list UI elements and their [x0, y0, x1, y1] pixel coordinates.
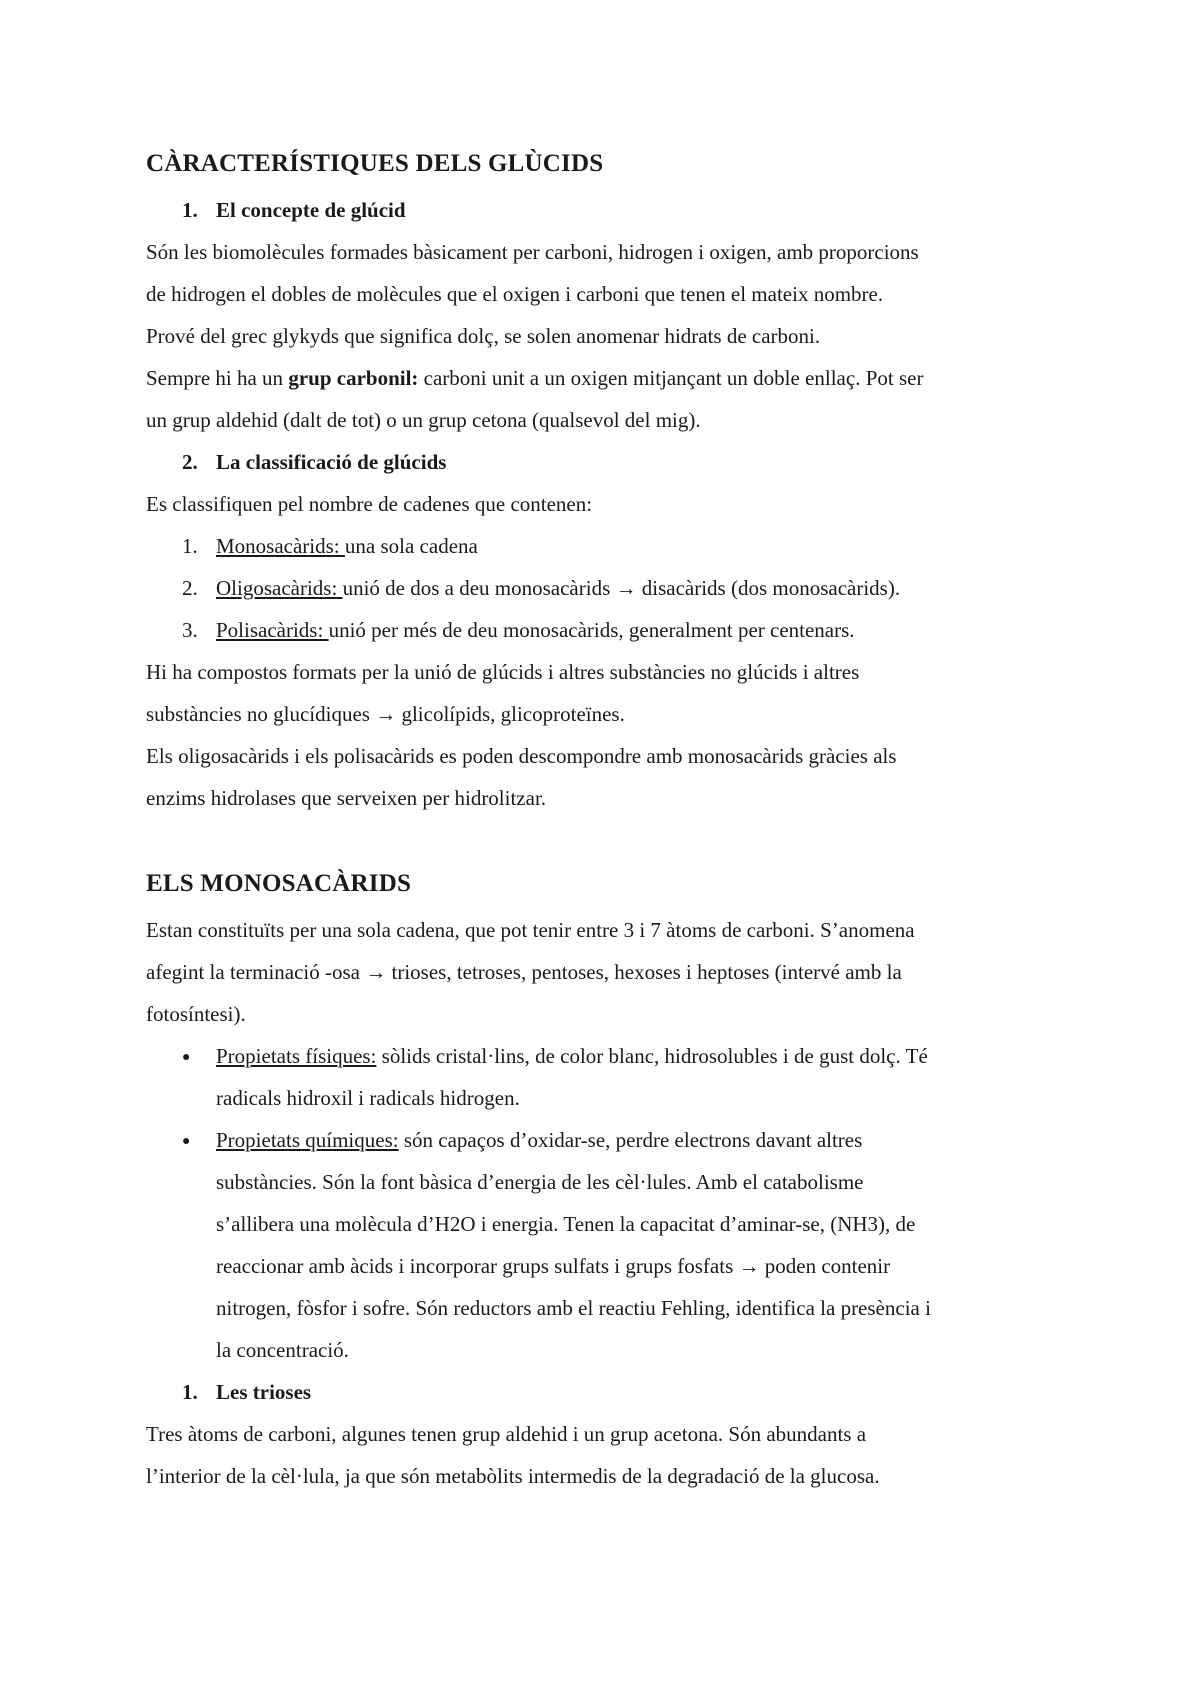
- subheading-classification: [182, 450, 446, 475]
- list-number: 3.: [182, 618, 198, 642]
- paragraph-line: l’interior de la cèl·lula, ja que són metabòlits intermedis de la degradació de la glucosa.: [146, 1464, 880, 1488]
- bullet-continuation: radicals hidroxil i radicals hidrogen.: [216, 1086, 520, 1110]
- paragraph-line: Tres àtoms de carboni, algunes tenen grup aldehid i un grup acetona. Són abundants a: [146, 1422, 867, 1446]
- subheading-number: 1.: [182, 198, 198, 222]
- bullet-continuation: reaccionar amb àcids i incorporar grups sulfats i grups fosfats → poden contenir: [216, 1254, 891, 1278]
- subheading-label: El concepte de glúcid: [216, 198, 406, 222]
- list-term: Polisacàrids:: [216, 618, 329, 642]
- paragraph-line: Estan constituïts per una sola cadena, que pot tenir entre 3 i 7 àtoms de carboni. S’anomena: [146, 918, 915, 942]
- paragraph-line: afegint la terminació -osa → trioses, tetroses, pentoses, hexoses i heptoses (intervé amb la: [146, 960, 902, 984]
- bullet-continuation: la concentració.: [216, 1338, 349, 1362]
- paragraph-line: enzims hidrolases que serveixen per hidrolitzar.: [146, 786, 547, 810]
- list-text: unió per més de deu monosacàrids, generalment per centenars.: [328, 618, 855, 642]
- list-term: Monosacàrids:: [216, 534, 345, 558]
- text-fragment: carboni unit a un oxigen mitjançant un doble enllaç. Pot ser: [418, 366, 924, 390]
- subheading-concept: [182, 198, 406, 223]
- list-term: Oligosacàrids:: [216, 576, 343, 600]
- paragraph-line: Els oligosacàrids i els polisacàrids es poden descompondre amb monosacàrids gràcies als: [146, 744, 897, 768]
- bullet-text: són capaços d’oxidar-se, perdre electrons davant altres: [398, 1128, 863, 1152]
- list-item: [182, 534, 478, 559]
- paragraph-line: Es classifiquen pel nombre de cadenes que contenen:: [146, 492, 593, 516]
- paragraph-line: de hidrogen el dobles de molècules que el oxigen i carboni que tenen el mateix nombre.: [146, 282, 884, 306]
- bullet-continuation: substàncies. Són la font bàsica d’energia de les cèl·lules. Amb el catabolisme: [216, 1170, 864, 1194]
- bullet-icon: ●: [182, 1134, 191, 1149]
- bullet-item-physical: [182, 1044, 928, 1069]
- paragraph-line: Hi ha compostos formats per la unió de glúcids i altres substàncies no glúcids i altres: [146, 660, 860, 684]
- paragraph-line: un grup aldehid (dalt de tot) o un grup cetona (qualsevol del mig).: [146, 408, 701, 432]
- paragraph-line: fotosíntesi).: [146, 1002, 246, 1026]
- bullet-term: Propietats físiques:: [216, 1044, 377, 1068]
- paragraph-line-carbonyl: [146, 366, 923, 391]
- list-text: una sola cadena: [344, 534, 478, 558]
- text-fragment: Sempre hi ha un: [146, 366, 289, 390]
- section-title-monosaccharides: ELS MONOSACÀRIDS: [146, 870, 412, 897]
- bullet-text: sòlids cristal·lins, de color blanc, hidrosolubles i de gust dolç. Té: [376, 1044, 928, 1068]
- bullet-icon: ●: [182, 1050, 191, 1065]
- list-item: [182, 576, 900, 601]
- paragraph-line: substàncies no glucídiques → glicolípids, glicoproteïnes.: [146, 702, 625, 726]
- subheading-label: La classificació de glúcids: [216, 450, 447, 474]
- subheading-trioses: [182, 1380, 311, 1405]
- list-text: unió de dos a deu monosacàrids → disacàrids (dos monosacàrids).: [342, 576, 901, 600]
- subheading-number: 1.: [182, 1380, 198, 1404]
- bullet-term: Propietats químiques:: [216, 1128, 399, 1152]
- section-title-characteristics: CÀRACTERÍSTIQUES DELS GLÙCIDS: [146, 150, 604, 177]
- paragraph-line: Són les biomolècules formades bàsicament per carboni, hidrogen i oxigen, amb proporcions: [146, 240, 919, 264]
- bullet-item-chemical: [182, 1128, 862, 1153]
- bullet-continuation: nitrogen, fòsfor i sofre. Són reductors amb el reactiu Fehling, identifica la presència i: [216, 1296, 931, 1320]
- list-item: [182, 618, 855, 643]
- subheading-number: 2.: [182, 450, 198, 474]
- list-number: 2.: [182, 576, 198, 600]
- bullet-continuation: s’allibera una molècula d’H2O i energia. Tenen la capacitat d’aminar-se, (NH3), de: [216, 1212, 916, 1236]
- paragraph-line: Prové del grec glykyds que significa dolç, se solen anomenar hidrats de carboni.: [146, 324, 821, 348]
- subheading-label: Les trioses: [216, 1380, 312, 1404]
- bold-term-carbonyl: grup carbonil:: [288, 366, 419, 390]
- list-number: 1.: [182, 534, 198, 558]
